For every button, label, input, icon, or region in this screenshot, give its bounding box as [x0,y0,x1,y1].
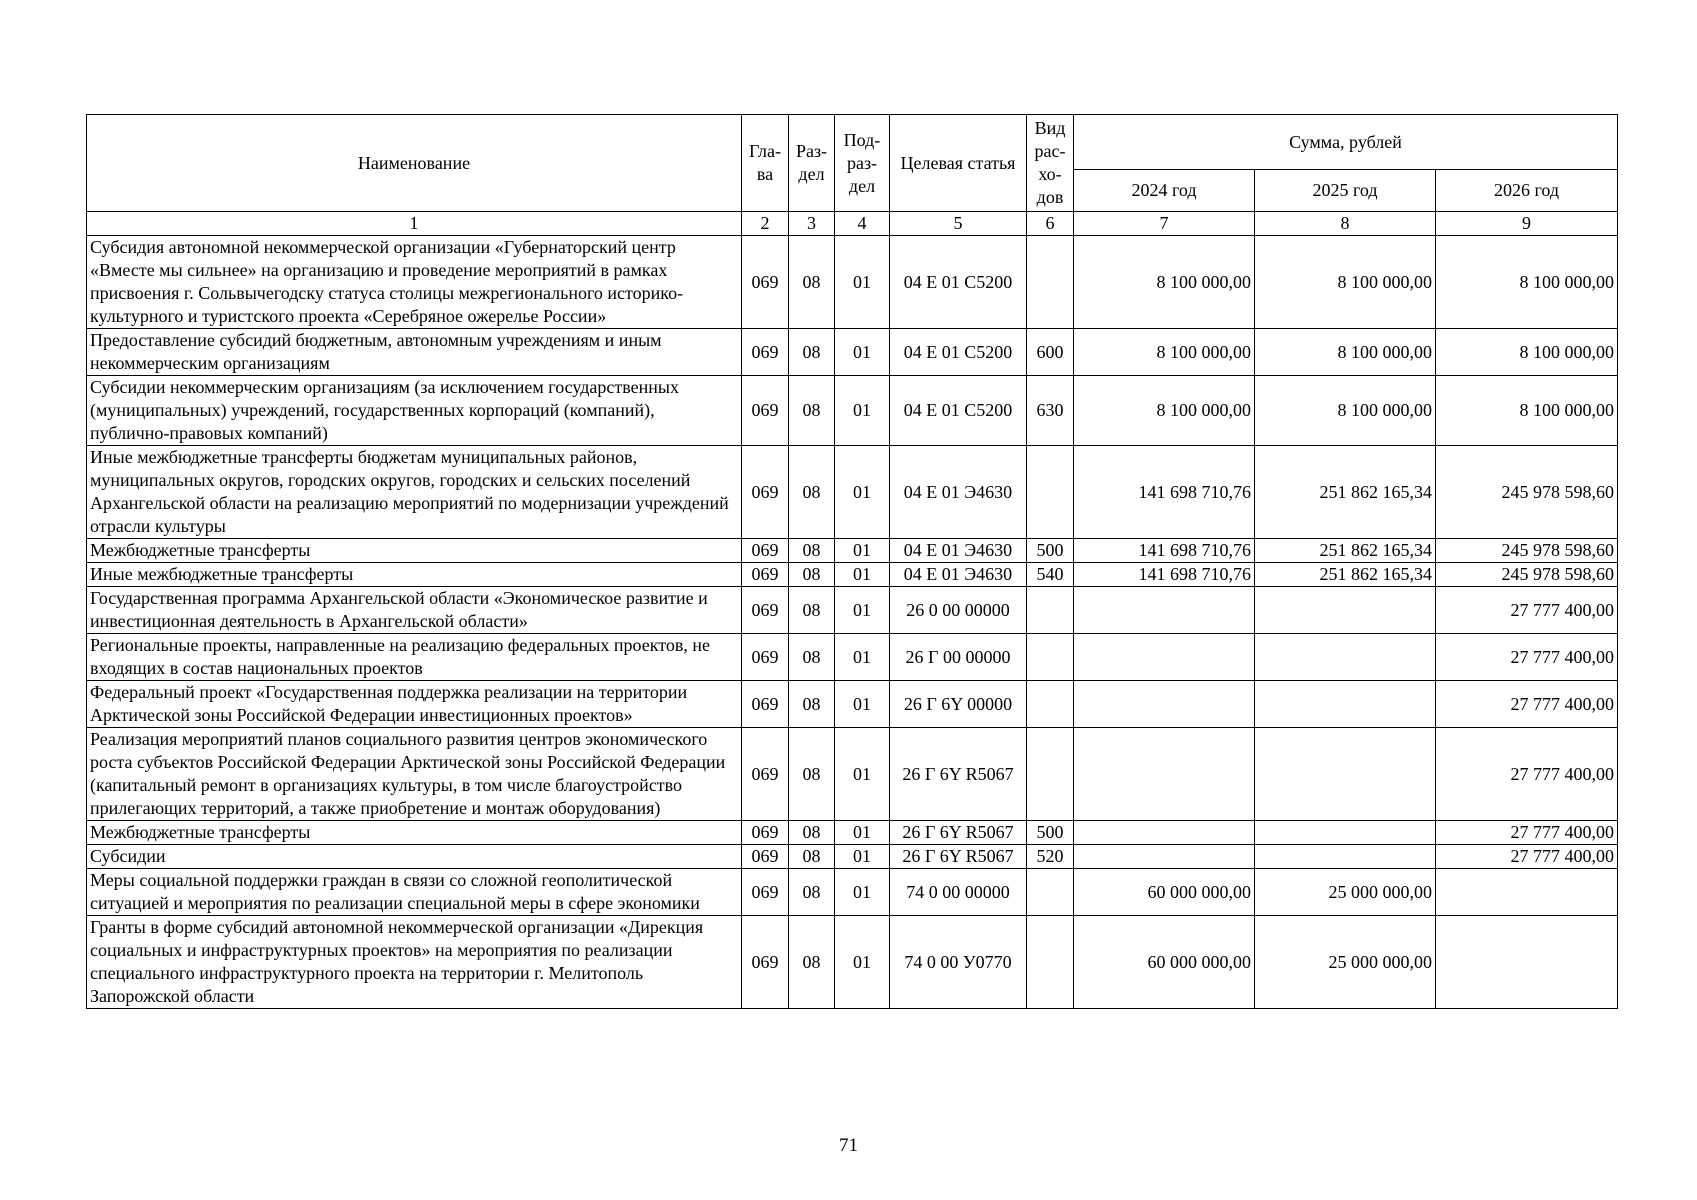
row-podrazdel: 01 [835,728,890,821]
row-vid-rashodov [1027,587,1074,634]
row-razdel: 08 [789,587,835,634]
row-glava: 069 [742,539,789,563]
row-glava: 069 [742,728,789,821]
row-name: Межбюджетные трансферты [87,539,742,563]
row-amount-2026: 27 777 400,00 [1436,728,1618,821]
header-name: Наименование [87,115,742,212]
row-vid-rashodov: 500 [1027,821,1074,845]
table-row [87,539,1618,563]
row-celevaya-statya: 74 0 00 00000 [890,869,1027,916]
row-podrazdel: 01 [835,236,890,329]
row-razdel: 08 [789,845,835,869]
row-amount-2026: 245 978 598,60 [1436,539,1618,563]
column-number: 4 [835,212,890,236]
table-row [87,845,1618,869]
row-vid-rashodov [1027,634,1074,681]
row-amount-2026: 27 777 400,00 [1436,634,1618,681]
page-number: 71 [839,1135,858,1156]
table-row [87,329,1618,376]
row-razdel: 08 [789,539,835,563]
row-celevaya-statya: 26 Г 00 00000 [890,634,1027,681]
row-vid-rashodov: 540 [1027,563,1074,587]
header-vid: Вид рас-хо-дов [1027,115,1074,212]
column-number: 1 [87,212,742,236]
header-year-2024: 2024 год [1074,170,1255,212]
table-row [87,236,1618,329]
row-celevaya-statya: 04 Е 01 Э4630 [890,563,1027,587]
row-celevaya-statya: 26 Г 6Y 00000 [890,681,1027,728]
header-podrazdel: Под-раз-дел [835,115,890,212]
row-razdel: 08 [789,634,835,681]
row-amount-2026: 27 777 400,00 [1436,587,1618,634]
row-vid-rashodov: 520 [1027,845,1074,869]
row-celevaya-statya: 04 Е 01 Э4630 [890,539,1027,563]
row-podrazdel: 01 [835,329,890,376]
row-amount-2025 [1255,587,1436,634]
row-amount-2026: 27 777 400,00 [1436,821,1618,845]
row-name: Предоставление субсидий бюджетным, автономным учреждениям и иным некоммерческим организациям [87,329,742,376]
row-amount-2025: 251 862 165,34 [1255,563,1436,587]
row-amount-2026: 8 100 000,00 [1436,376,1618,446]
table-row [87,869,1618,916]
row-amount-2025: 251 862 165,34 [1255,539,1436,563]
table-row [87,587,1618,634]
header-year-2026: 2026 год [1436,170,1618,212]
row-amount-2026 [1436,916,1618,1009]
row-amount-2024: 8 100 000,00 [1074,329,1255,376]
row-glava: 069 [742,563,789,587]
row-vid-rashodov: 630 [1027,376,1074,446]
row-name: Меры социальной поддержки граждан в связи со сложной геополитической ситуацией и мероприятия по реализации специальной меры в сфере экономики [87,869,742,916]
header-year-2025: 2025 год [1255,170,1436,212]
column-numbers-row [87,212,1618,236]
row-glava: 069 [742,869,789,916]
row-razdel: 08 [789,681,835,728]
row-razdel: 08 [789,446,835,539]
row-razdel: 08 [789,728,835,821]
row-glava: 069 [742,821,789,845]
row-amount-2026: 27 777 400,00 [1436,845,1618,869]
column-number: 8 [1255,212,1436,236]
row-podrazdel: 01 [835,634,890,681]
header-glava: Гла-ва [742,115,789,212]
row-amount-2024: 141 698 710,76 [1074,563,1255,587]
row-amount-2025: 25 000 000,00 [1255,869,1436,916]
row-amount-2024: 8 100 000,00 [1074,236,1255,329]
row-amount-2024: 60 000 000,00 [1074,916,1255,1009]
row-glava: 069 [742,446,789,539]
row-amount-2025: 25 000 000,00 [1255,916,1436,1009]
row-name: Реализация мероприятий планов социального развития центров экономического роста субъектов Российской Федерации Арктической зоны Российской Федерации (капитальный ремонт в организациях культуры, в том числе благоустройство прилегающих территорий, а также приобретение и монтаж оборудования) [87,728,742,821]
row-amount-2026: 245 978 598,60 [1436,446,1618,539]
row-name: Межбюджетные трансферты [87,821,742,845]
row-glava: 069 [742,329,789,376]
row-amount-2025 [1255,728,1436,821]
row-razdel: 08 [789,376,835,446]
row-amount-2024: 60 000 000,00 [1074,869,1255,916]
row-celevaya-statya: 04 Е 01 Э4630 [890,446,1027,539]
row-name: Субсидия автономной некоммерческой организации «Губернаторский центр «Вместе мы сильнее» на организацию и проведение мероприятий в рамках присвоения г. Сольвычегодску статуса столицы межрегионального историко-культурного и туристского проекта «Серебряное ожерелье России» [87,236,742,329]
row-celevaya-statya: 26 Г 6Y R5067 [890,728,1027,821]
row-name: Гранты в форме субсидий автономной некоммерческой организации «Дирекция социальных и инфраструктурных проектов» на мероприятия по реализации специального инфраструктурного проекта на территории г. Мелитополь Запорожской области [87,916,742,1009]
header-summa: Сумма, рублей [1074,115,1618,170]
row-vid-rashodov: 600 [1027,329,1074,376]
row-amount-2024 [1074,681,1255,728]
row-name: Федеральный проект «Государственная поддержка реализации на территории Арктической зоны Российской Федерации инвестиционных проектов» [87,681,742,728]
row-celevaya-statya: 04 Е 01 С5200 [890,376,1027,446]
row-name: Иные межбюджетные трансферты бюджетам муниципальных районов, муниципальных округов, городских округов, городских и сельских поселений Архангельской области на реализацию мероприятий по модернизации учреждений отрасли культуры [87,446,742,539]
row-amount-2026: 245 978 598,60 [1436,563,1618,587]
row-podrazdel: 01 [835,539,890,563]
row-amount-2025: 251 862 165,34 [1255,446,1436,539]
header-celevaya: Целевая статья [890,115,1027,212]
row-name: Субсидии некоммерческим организациям (за исключением государственных (муниципальных) учреждений, государственных корпораций (компаний), публично-правовых компаний) [87,376,742,446]
row-podrazdel: 01 [835,869,890,916]
row-amount-2025: 8 100 000,00 [1255,376,1436,446]
row-amount-2026: 27 777 400,00 [1436,681,1618,728]
row-celevaya-statya: 26 Г 6Y R5067 [890,845,1027,869]
table-row [87,681,1618,728]
column-number: 5 [890,212,1027,236]
row-podrazdel: 01 [835,681,890,728]
row-glava: 069 [742,587,789,634]
row-glava: 069 [742,845,789,869]
row-amount-2024 [1074,634,1255,681]
row-amount-2025 [1255,821,1436,845]
row-vid-rashodov [1027,728,1074,821]
table-header [87,115,1618,236]
row-razdel: 08 [789,329,835,376]
row-podrazdel: 01 [835,563,890,587]
row-celevaya-statya: 26 0 00 00000 [890,587,1027,634]
row-glava: 069 [742,681,789,728]
row-podrazdel: 01 [835,376,890,446]
row-podrazdel: 01 [835,916,890,1009]
row-amount-2025: 8 100 000,00 [1255,236,1436,329]
row-amount-2024: 8 100 000,00 [1074,376,1255,446]
row-glava: 069 [742,916,789,1009]
row-name: Субсидии [87,845,742,869]
row-amount-2026: 8 100 000,00 [1436,236,1618,329]
row-amount-2025 [1255,634,1436,681]
row-amount-2024: 141 698 710,76 [1074,539,1255,563]
row-amount-2026 [1436,869,1618,916]
row-razdel: 08 [789,236,835,329]
row-celevaya-statya: 74 0 00 У0770 [890,916,1027,1009]
row-podrazdel: 01 [835,821,890,845]
table-row [87,446,1618,539]
table-row [87,821,1618,845]
row-vid-rashodov [1027,236,1074,329]
column-number: 2 [742,212,789,236]
row-glava: 069 [742,634,789,681]
row-podrazdel: 01 [835,446,890,539]
column-number: 6 [1027,212,1074,236]
header-razdel: Раз-дел [789,115,835,212]
row-vid-rashodov [1027,681,1074,728]
row-glava: 069 [742,236,789,329]
row-amount-2026: 8 100 000,00 [1436,329,1618,376]
row-amount-2025 [1255,681,1436,728]
row-vid-rashodov [1027,916,1074,1009]
budget-table [86,114,1618,1009]
row-amount-2024 [1074,845,1255,869]
row-vid-rashodov [1027,446,1074,539]
row-celevaya-statya: 04 Е 01 С5200 [890,329,1027,376]
row-podrazdel: 01 [835,587,890,634]
row-razdel: 08 [789,563,835,587]
row-celevaya-statya: 26 Г 6Y R5067 [890,821,1027,845]
table-row [87,916,1618,1009]
table-body [87,236,1618,1009]
row-vid-rashodov [1027,869,1074,916]
row-amount-2024 [1074,728,1255,821]
row-razdel: 08 [789,916,835,1009]
row-celevaya-statya: 04 Е 01 С5200 [890,236,1027,329]
row-podrazdel: 01 [835,845,890,869]
row-name: Региональные проекты, направленные на реализацию федеральных проектов, не входящих в состав национальных проектов [87,634,742,681]
row-amount-2024 [1074,821,1255,845]
table-row [87,728,1618,821]
row-razdel: 08 [789,869,835,916]
column-number: 9 [1436,212,1618,236]
row-amount-2025: 8 100 000,00 [1255,329,1436,376]
row-amount-2025 [1255,845,1436,869]
row-amount-2024 [1074,587,1255,634]
row-name: Иные межбюджетные трансферты [87,563,742,587]
column-number: 3 [789,212,835,236]
table-row [87,634,1618,681]
row-razdel: 08 [789,821,835,845]
row-name: Государственная программа Архангельской области «Экономическое развитие и инвестиционная деятельность в Архангельской области» [87,587,742,634]
row-glava: 069 [742,376,789,446]
row-amount-2024: 141 698 710,76 [1074,446,1255,539]
table-row [87,563,1618,587]
row-vid-rashodov: 500 [1027,539,1074,563]
column-number: 7 [1074,212,1255,236]
table-row [87,376,1618,446]
